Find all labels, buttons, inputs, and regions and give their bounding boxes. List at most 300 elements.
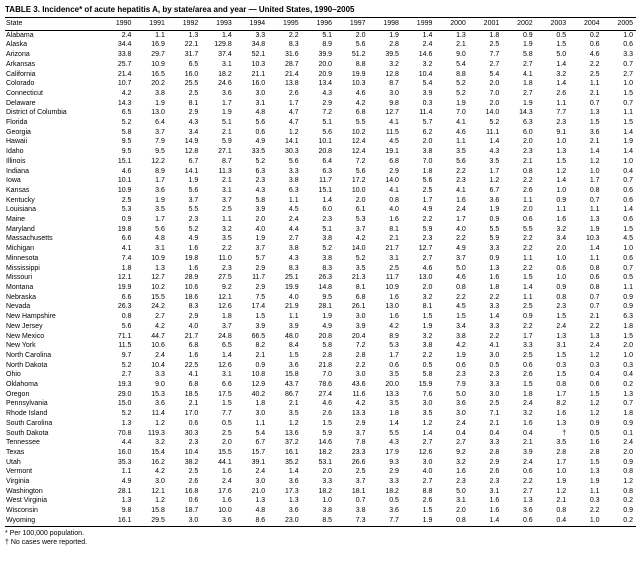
incidence-value-cell: 2.3 [489, 478, 500, 486]
incidence-value-cell: 2.2 [456, 167, 466, 175]
incidence-value-cell: 2.5 [389, 264, 399, 272]
column-header-year: 1995 [268, 18, 301, 31]
table-row [5, 477, 636, 487]
incidence-value-cell: 4.2 [355, 235, 366, 243]
incidence-value-cell: 6.3 [623, 313, 633, 321]
incidence-value-cell: 4.6 [456, 128, 466, 136]
state-name-cell: New Hampshire [6, 313, 56, 321]
state-name-cell: Utah [6, 458, 21, 466]
column-header-year: 1990 [101, 18, 134, 31]
incidence-value-cell: 2.5 [188, 89, 199, 97]
table-row [5, 186, 636, 196]
incidence-value-cell: 0.9 [255, 361, 266, 369]
incidence-value-cell: 8.1 [422, 303, 433, 311]
incidence-value-cell: 13.6 [285, 429, 299, 437]
incidence-value-cell: 0.9 [623, 507, 633, 515]
incidence-value-cell: 6.4 [322, 157, 333, 165]
incidence-value-cell: 1.1 [222, 216, 232, 224]
table-row [5, 264, 636, 274]
incidence-value-cell: 10.3 [585, 235, 600, 243]
incidence-value-cell: 1.2 [155, 419, 165, 427]
table-row [5, 448, 636, 458]
incidence-value-cell: 3.0 [422, 400, 433, 408]
incidence-value-cell: 1.4 [556, 80, 567, 88]
table-header [5, 18, 636, 31]
incidence-value-cell: 8.5 [302, 516, 335, 526]
incidence-value-cell: 21.7 [184, 332, 199, 340]
incidence-value-cell: 1.6 [222, 497, 232, 505]
incidence-value-cell: 35.2 [285, 458, 299, 466]
incidence-value-cell: 19.9 [117, 283, 132, 291]
incidence-value-cell: 0.4 [489, 429, 500, 437]
incidence-value-cell: 9.7 [121, 351, 132, 359]
incidence-value-cell: 4.1 [522, 70, 533, 78]
incidence-value-cell: 14.6 [318, 439, 333, 447]
incidence-value-cell: 4.9 [188, 235, 199, 243]
incidence-value-cell: 1.2 [589, 410, 600, 418]
incidence-value-cell: 12.4 [351, 148, 366, 156]
incidence-value-cell: 5.6 [355, 41, 366, 49]
incidence-value-cell: 19.1 [385, 148, 399, 156]
incidence-value-cell: 20.0 [385, 381, 399, 389]
incidence-value-cell: 3.1 [556, 342, 567, 350]
incidence-value-cell: 3.2 [222, 225, 232, 233]
incidence-value-cell: 9.5 [121, 148, 132, 156]
incidence-value-cell: 2.4 [222, 478, 232, 486]
state-name-cell: Massachusetts [6, 235, 53, 243]
incidence-value-cell: 1.6 [389, 313, 399, 321]
incidence-value-cell: 3.3 [155, 371, 165, 379]
incidence-value-cell: 3.8 [322, 235, 333, 243]
incidence-value-cell: 1.4 [623, 206, 633, 214]
incidence-value-cell: 4.0 [288, 293, 299, 301]
incidence-value-cell: 0.8 [522, 167, 533, 175]
incidence-value-cell: 0.6 [623, 196, 633, 204]
incidence-value-cell: 3.3 [255, 31, 266, 39]
state-name-cell: South Dakota [6, 429, 49, 437]
incidence-value-cell: 6.8 [355, 293, 366, 301]
table-row [5, 108, 636, 118]
incidence-value-cell: 2.2 [589, 507, 600, 515]
incidence-value-cell: 2.0 [422, 138, 433, 146]
incidence-value-cell: 4.6 [121, 167, 132, 175]
incidence-value-cell: 3.0 [255, 478, 266, 486]
incidence-value-cell: 2.1 [389, 235, 399, 243]
incidence-value-cell: 1.2 [556, 167, 567, 175]
incidence-value-cell: 2.2 [489, 332, 500, 340]
incidence-value-cell: 0.9 [121, 216, 132, 224]
incidence-value-cell: 3.8 [322, 254, 333, 262]
incidence-value-cell: 2.1 [522, 439, 533, 447]
incidence-value-cell: 2.5 [589, 70, 600, 78]
incidence-value-cell: 2.5 [222, 206, 232, 214]
incidence-value-cell: 2.1 [456, 41, 466, 49]
incidence-value-cell: 19.3 [117, 381, 132, 389]
incidence-value-cell: 0.4 [522, 429, 533, 437]
incidence-value-cell: 15.5 [151, 293, 165, 301]
incidence-value-cell: 5.5 [489, 225, 500, 233]
incidence-value-cell: 1.8 [489, 31, 500, 39]
incidence-value-cell: 6.8 [188, 342, 199, 350]
incidence-value-cell: 2.1 [188, 400, 199, 408]
incidence-value-cell: 1.1 [589, 80, 600, 88]
incidence-value-cell: 2.6 [288, 89, 299, 97]
incidence-value-cell: 9.1 [556, 128, 567, 136]
incidence-value-cell: 18.2 [218, 70, 232, 78]
incidence-value-cell: 5.8 [322, 342, 333, 350]
table-row [5, 302, 636, 312]
incidence-value-cell: 2.8 [589, 448, 600, 456]
incidence-value-cell: 3.6 [155, 186, 165, 194]
column-header-year: 1999 [402, 18, 435, 31]
incidence-value-cell: 6.6 [222, 381, 232, 389]
table-row [5, 283, 636, 293]
incidence-value-cell: 4.7 [288, 119, 299, 127]
incidence-value-cell: 0.6 [456, 361, 466, 369]
incidence-value-cell: 1.5 [422, 507, 433, 515]
incidence-value-cell: 12.9 [251, 381, 266, 389]
incidence-value-cell: 3.8 [288, 245, 299, 253]
incidence-value-cell: 8.3 [288, 264, 299, 272]
incidence-value-cell: 22.5 [184, 361, 199, 369]
incidence-value-cell: 20.8 [318, 148, 333, 156]
incidence-value-cell: 3.4 [188, 128, 199, 136]
incidence-value-cell: 5.9 [489, 235, 500, 243]
incidence-value-cell: 0.6 [589, 274, 600, 282]
incidence-value-cell: 1.6 [456, 468, 466, 476]
incidence-value-cell: 5.2 [255, 157, 266, 165]
incidence-value-cell: 23.3 [351, 448, 366, 456]
incidence-value-cell: 5.4 [255, 429, 266, 437]
incidence-value-cell: 2.3 [522, 148, 533, 156]
table-row [5, 205, 636, 215]
table-row [5, 128, 636, 138]
incidence-value-cell: 1.0 [589, 167, 600, 175]
incidence-value-cell: 5.9 [422, 225, 433, 233]
incidence-value-cell: 1.4 [589, 148, 600, 156]
incidence-value-cell: 1.5 [589, 458, 600, 466]
incidence-value-cell: 3.1 [155, 245, 165, 253]
incidence-value-cell: 14.3 [117, 99, 132, 107]
incidence-value-cell: 1.5 [422, 313, 433, 321]
incidence-value-cell: 4.0 [422, 468, 433, 476]
incidence-value-cell: 3.1 [222, 60, 232, 68]
incidence-value-cell: 7.3 [335, 516, 368, 526]
incidence-value-cell: 10.1 [318, 138, 333, 146]
incidence-value-cell: 3.8 [422, 148, 433, 156]
incidence-value-cell: 3.0 [456, 410, 466, 418]
incidence-value-cell: 0.1 [623, 429, 633, 437]
incidence-value-cell: 15.1 [117, 157, 132, 165]
incidence-value-cell: 7.0 [422, 157, 433, 165]
incidence-value-cell: 1.6 [389, 216, 399, 224]
incidence-value-cell: 3.9 [255, 206, 266, 214]
incidence-value-cell: 1.4 [623, 128, 633, 136]
incidence-value-cell: 1.5 [589, 119, 600, 127]
incidence-value-cell: 3.6 [489, 196, 500, 204]
state-name-cell: Rhode Island [6, 410, 48, 418]
incidence-value-cell: 2.0 [489, 80, 500, 88]
incidence-value-cell: 10.6 [151, 342, 165, 350]
incidence-value-cell: 7.7 [489, 51, 500, 59]
incidence-value-cell: 26.6 [351, 458, 366, 466]
incidence-value-cell: 1.7 [155, 177, 165, 185]
incidence-value-cell: 31.6 [285, 51, 299, 59]
incidence-value-cell: 2.9 [188, 313, 199, 321]
incidence-value-cell: 1.3 [155, 264, 165, 272]
incidence-value-cell: 1.3 [288, 497, 299, 505]
state-name-cell: Minnesota [6, 254, 39, 262]
incidence-value-cell: 0.6 [623, 254, 633, 262]
incidence-value-cell: 70.8 [117, 429, 132, 437]
incidence-value-cell: 1.6 [589, 439, 600, 447]
incidence-value-cell: 34.8 [251, 41, 266, 49]
incidence-value-cell: 4.8 [255, 109, 266, 117]
incidence-value-cell: 22.1 [184, 41, 199, 49]
table-row [5, 506, 636, 516]
incidence-value-cell: 3.6 [288, 478, 299, 486]
incidence-value-cell: 1.4 [222, 31, 232, 39]
incidence-value-cell: 7.6 [422, 390, 433, 398]
incidence-value-cell: 13.8 [285, 80, 299, 88]
incidence-value-cell: 5.1 [322, 119, 333, 127]
incidence-value-cell: 0.6 [623, 41, 633, 49]
incidence-value-cell: 1.3 [589, 109, 600, 117]
incidence-value-cell: 1.7 [456, 216, 466, 224]
incidence-value-cell: 3.5 [422, 410, 433, 418]
incidence-value-cell: 10.6 [184, 283, 199, 291]
incidence-value-cell: 10.0 [351, 186, 366, 194]
incidence-value-cell: 4.3 [322, 89, 333, 97]
incidence-value-cell: 3.2 [422, 60, 433, 68]
incidence-value-cell: 3.1 [222, 186, 232, 194]
state-name-cell: Idaho [6, 148, 24, 156]
table-row [5, 399, 636, 409]
incidence-value-cell: 30.3 [184, 429, 199, 437]
state-name-cell: Vermont [6, 468, 33, 476]
incidence-value-cell: 1.3 [121, 497, 132, 505]
incidence-value-cell: 4.1 [389, 186, 399, 194]
incidence-value-cell: 6.8 [389, 157, 399, 165]
incidence-value-cell: 0.2 [623, 497, 633, 505]
incidence-value-cell: 40.2 [251, 390, 266, 398]
incidence-value-cell: 5.2 [456, 80, 466, 88]
incidence-value-cell: 66.5 [251, 332, 266, 340]
incidence-value-cell: 3.6 [155, 400, 165, 408]
incidence-value-cell: 4.5 [623, 235, 633, 243]
incidence-value-cell: 3.0 [255, 89, 266, 97]
incidence-value-cell: 2.2 [522, 264, 533, 272]
incidence-value-cell: 3.2 [556, 70, 567, 78]
incidence-value-cell: 11.1 [486, 128, 500, 136]
incidence-value-cell: 8.1 [355, 283, 366, 291]
incidence-value-cell: 4.2 [389, 322, 399, 330]
incidence-value-cell: 1.9 [456, 99, 466, 107]
incidence-value-cell: 0.5 [623, 274, 633, 282]
incidence-value-cell: 1.1 [522, 254, 533, 262]
incidence-value-cell: 1.1 [623, 283, 633, 291]
table-row [5, 70, 636, 80]
incidence-value-cell: 1.2 [155, 497, 165, 505]
incidence-value-cell: 15.5 [218, 448, 232, 456]
incidence-value-cell: 3.1 [222, 371, 232, 379]
incidence-value-cell: 6.3 [522, 119, 533, 127]
incidence-value-cell: 9.8 [389, 99, 399, 107]
incidence-value-cell: 16.1 [101, 516, 134, 526]
incidence-value-cell: 13.0 [385, 303, 399, 311]
incidence-value-cell: 1.7 [589, 177, 600, 185]
incidence-value-cell: 3.3 [288, 167, 299, 175]
incidence-value-cell: 28.7 [285, 60, 299, 68]
table-row [5, 293, 636, 303]
incidence-value-cell: 8.3 [188, 303, 199, 311]
incidence-value-cell: 19.9 [285, 283, 299, 291]
table-row [5, 79, 636, 89]
incidence-value-cell: 7.9 [456, 381, 466, 389]
incidence-value-cell: 10.9 [117, 186, 132, 194]
incidence-value-cell: 39.9 [318, 51, 333, 59]
incidence-value-cell: 10.0 [218, 507, 232, 515]
incidence-value-cell: 8.2 [556, 400, 567, 408]
incidence-value-cell: 78.6 [318, 381, 333, 389]
incidence-value-cell: 7.0 [489, 89, 500, 97]
incidence-value-cell: 5.2 [121, 119, 132, 127]
incidence-value-cell: 1.7 [222, 99, 232, 107]
incidence-value-cell: 6.8 [355, 109, 366, 117]
incidence-value-cell: 4.2 [121, 89, 132, 97]
incidence-value-cell: 1.3 [556, 148, 567, 156]
state-name-cell: Louisiana [6, 206, 36, 214]
incidence-value-cell: 2.5 [355, 468, 366, 476]
incidence-value-cell: 11.4 [419, 109, 433, 117]
incidence-value-cell: 1.3 [623, 390, 633, 398]
incidence-value-cell: 12.6 [218, 303, 232, 311]
incidence-value-cell: 1.8 [522, 80, 533, 88]
incidence-value-cell: 2.8 [489, 448, 500, 456]
incidence-value-cell: 3.6 [589, 128, 600, 136]
incidence-value-cell: 3.1 [456, 497, 466, 505]
column-header-year: 1998 [369, 18, 402, 31]
incidence-value-cell: 5.2 [456, 89, 466, 97]
incidence-value-cell: 129.8 [214, 41, 232, 49]
incidence-value-cell: 4.0 [188, 322, 199, 330]
incidence-value-cell: 14.0 [385, 177, 399, 185]
incidence-value-cell: 6.0 [522, 128, 533, 136]
incidence-value-cell: 3.0 [489, 351, 500, 359]
incidence-value-cell: 2.4 [522, 400, 533, 408]
state-name-cell: Montana [6, 283, 34, 291]
incidence-value-cell: 2.8 [389, 41, 399, 49]
incidence-value-cell: 2.0 [556, 245, 567, 253]
incidence-value-cell: 3.1 [489, 487, 500, 495]
incidence-value-cell: 0.7 [623, 264, 633, 272]
incidence-value-cell: 9.0 [155, 381, 165, 389]
incidence-value-cell: 7.2 [322, 109, 333, 117]
incidence-value-cell: 3.8 [422, 342, 433, 350]
incidence-value-cell: 3.4 [456, 322, 466, 330]
incidence-value-cell: 2.7 [288, 235, 299, 243]
incidence-value-cell: 10.4 [151, 361, 165, 369]
incidence-value-cell: 4.6 [322, 400, 333, 408]
incidence-value-cell: 1.8 [255, 400, 266, 408]
incidence-value-cell: 2.3 [422, 235, 433, 243]
incidence-value-cell: 8.9 [322, 41, 333, 49]
incidence-value-cell: 1.1 [255, 419, 266, 427]
incidence-value-cell: 1.4 [288, 468, 299, 476]
incidence-value-cell: 3.6 [222, 89, 232, 97]
incidence-value-cell: 2.5 [422, 186, 433, 194]
incidence-value-cell: 2.5 [121, 196, 132, 204]
incidence-value-cell: 2.7 [422, 254, 433, 262]
incidence-value-cell: 8.7 [222, 157, 232, 165]
incidence-value-cell: 19.8 [184, 254, 199, 262]
incidence-value-cell: 2.3 [322, 216, 333, 224]
incidence-value-cell: 10.9 [385, 283, 399, 291]
incidence-value-cell: 1.0 [322, 497, 333, 505]
incidence-value-cell: 5.2 [121, 361, 132, 369]
state-name-cell: Pennsylvania [6, 400, 48, 408]
incidence-value-cell: 2.8 [556, 448, 567, 456]
incidence-value-cell: 38.2 [184, 458, 199, 466]
incidence-value-cell: 5.9 [222, 138, 232, 146]
incidence-value-cell: 3.0 [389, 89, 399, 97]
incidence-value-cell: 2.0 [522, 138, 533, 146]
incidence-value-cell: 3.0 [489, 390, 500, 398]
incidence-value-cell: 12.1 [218, 293, 232, 301]
incidence-value-cell: 3.1 [389, 254, 399, 262]
incidence-value-cell: 1.9 [222, 109, 232, 117]
incidence-value-cell: 0.9 [623, 458, 633, 466]
incidence-value-cell: 48.0 [285, 332, 299, 340]
state-name-cell: Arizona [6, 51, 30, 59]
incidence-value-cell: 1.1 [589, 254, 600, 262]
incidence-value-cell: 1.2 [589, 351, 600, 359]
column-header-year: 2002 [502, 18, 535, 31]
incidence-value-cell: 5.5 [188, 206, 199, 214]
incidence-value-cell: 1.6 [222, 468, 232, 476]
incidence-value-cell: 1.3 [188, 31, 199, 39]
incidence-value-cell: 0.8 [589, 283, 600, 291]
incidence-value-cell: 17.0 [184, 410, 199, 418]
state-name-cell: Kentucky [6, 196, 35, 204]
incidence-value-cell: 1.2 [556, 487, 567, 495]
incidence-value-cell: 10.9 [151, 60, 165, 68]
incidence-value-cell: 12.8 [385, 70, 399, 78]
incidence-value-cell: 1.4 [556, 177, 567, 185]
incidence-value-cell: 1.4 [422, 429, 433, 437]
incidence-value-cell: 1.9 [322, 313, 333, 321]
incidence-value-cell: 1.4 [522, 283, 533, 291]
footnote-per-population: * Per 100,000 population. [5, 529, 85, 537]
incidence-value-cell: 1.6 [522, 419, 533, 427]
incidence-value-cell: 71.1 [117, 332, 132, 340]
incidence-value-cell: 3.7 [222, 196, 232, 204]
incidence-value-cell: 11.3 [218, 167, 232, 175]
incidence-value-cell: 44.7 [151, 332, 165, 340]
incidence-value-cell: 2.2 [222, 245, 232, 253]
footnote-no-cases: † No cases were reported. [5, 538, 88, 546]
incidence-value-cell: 6.1 [355, 206, 366, 214]
incidence-value-cell: 2.2 [456, 235, 466, 243]
incidence-value-cell: 15.0 [117, 400, 132, 408]
incidence-value-cell: 12.1 [151, 487, 165, 495]
state-name-cell: Kansas [6, 186, 30, 194]
incidence-value-cell: 0.8 [456, 283, 466, 291]
incidence-value-cell: 3.5 [288, 410, 299, 418]
incidence-value-cell: 8.9 [155, 167, 165, 175]
table-row [5, 137, 636, 147]
incidence-value-cell: 2.5 [489, 400, 500, 408]
